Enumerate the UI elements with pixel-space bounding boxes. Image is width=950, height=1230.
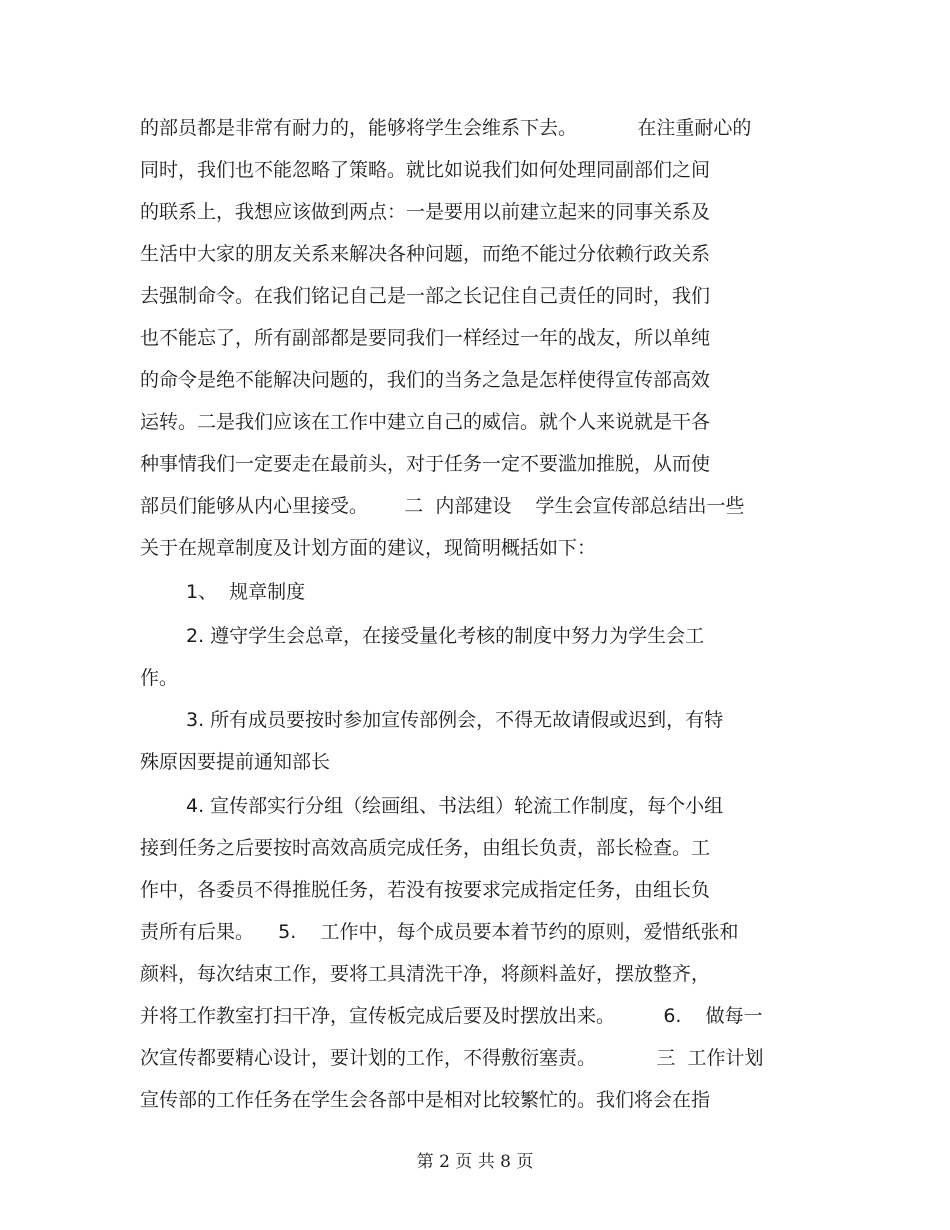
text-line: 同时，我们也不能忽略了策略。就比如说我们如何处理同副部们之间 xyxy=(140,159,711,181)
text-line: 接到任务之后要按时高效高质完成任务，由组长负责，部长检查。工 xyxy=(140,837,711,859)
text-line: 次宣传都要精心设计，要计划的工作，不得敷衍塞责。 三 工作计划 xyxy=(140,1047,764,1069)
text-line: 作。 xyxy=(140,667,179,689)
text-line: 生活中大家的朋友关系来解决各种问题，而绝不能过分依赖行政关系 xyxy=(140,243,711,265)
text-line: 殊原因要提前通知部长 xyxy=(140,751,331,773)
text-line: 也不能忘了，所有副部都是要同我们一样经过一年的战友，所以单纯 xyxy=(140,327,711,349)
text-line: 的联系上，我想应该做到两点：一是要用以前建立起来的同事关系及 xyxy=(140,201,711,223)
text-line: 作中，各委员不得推脱任务，若没有按要求完成指定任务，由组长负 xyxy=(140,879,711,901)
page-footer: 第 2 页 共 8 页 xyxy=(416,1152,534,1172)
text-line: 部员们能够从内心里接受。 二 内部建设 学生会宣传部总结出一些 xyxy=(140,495,745,517)
text-line: 并将工作教室打扫干净，宣传板完成后要及时摆放出来。 6. 做每一 xyxy=(140,1005,763,1027)
list-item: 3. 所有成员要按时参加宣传部例会，不得无故请假或迟到，有特 xyxy=(186,709,724,731)
text-line: 颜料，每次结束工作，要将工具清洗干净，将颜料盖好，摆放整齐， xyxy=(140,963,711,985)
text-line: 关于在规章制度及计划方面的建议，现简明概括如下： xyxy=(140,537,597,559)
text-line: 去强制命令。在我们铭记自己是一部之长记住自己责任的同时，我们 xyxy=(140,285,711,307)
text-line: 运转。二是我们应该在工作中建立自己的威信。就个人来说就是干各 xyxy=(140,411,711,433)
text-line: 责所有后果。 5. 工作中，每个成员要本着节约的原则，爱惜纸张和 xyxy=(140,921,739,943)
text-line: 种事情我们一定要走在最前头，对于任务一定不要滥加推脱，从而使 xyxy=(140,453,711,475)
text-line: 的命令是绝不能解决问题的，我们的当务之急是怎样使得宣传部高效 xyxy=(140,369,711,391)
list-item: 2. 遵守学生会总章，在接受量化考核的制度中努力为学生会工 xyxy=(186,625,705,647)
list-item: 4. 宣传部实行分组（绘画组、书法组）轮流工作制度，每个小组 xyxy=(186,795,724,817)
text-line: 宣传部的工作任务在学生会各部中是相对比较繁忙的。我们将会在指 xyxy=(140,1089,711,1111)
list-item-heading: 1、 规章制度 xyxy=(186,581,306,603)
text-line: 的部员都是非常有耐力的，能够将学生会维系下去。 在注重耐心的 xyxy=(140,117,752,139)
